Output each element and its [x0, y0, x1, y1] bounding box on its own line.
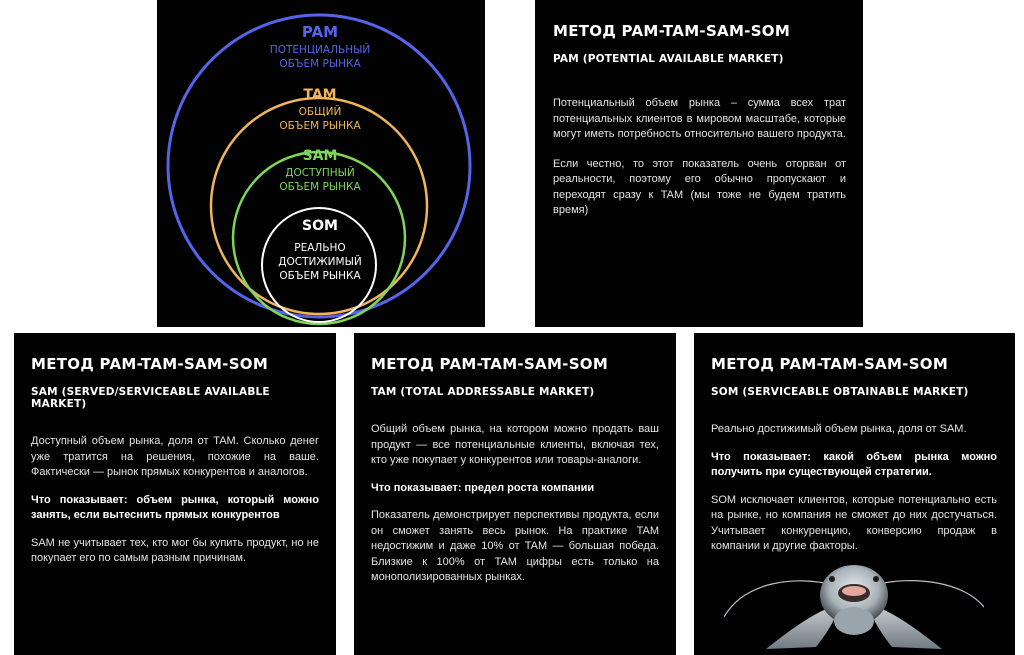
card-title: МЕТОД PAM-TAM-SAM-SOM [711, 355, 949, 373]
tam-label-1: ОБЩИЙ [298, 106, 342, 118]
sam-label-1: ДОСТУПНЫЙ [285, 167, 355, 179]
card-subtitle: SOM (SERVICEABLE OBTAINABLE MARKET) [711, 386, 969, 398]
som-card [694, 333, 1015, 655]
market-circles-diagram [157, 0, 485, 327]
card-title: МЕТОД PAM-TAM-SAM-SOM [31, 355, 269, 373]
card-paragraph: Потенциальный объем рынка – сумма всех трат потенциальных клиентов в мировом масштабе, которые могут иметь потребность относительно вашего продукта. [553, 97, 846, 140]
card-paragraph: Доступный объем рынка, доля от TAM. Сколько денег уже тратится на решения, похожие на ваше. Фактически — рынок прямых конкурентов и аналогов. [31, 435, 319, 478]
card-subtitle: SAM (SERVED/SERVICEABLE AVAILABLE MARKET) [31, 386, 270, 410]
tam-label-2: ОБЪЕМ РЫНКА [279, 120, 361, 132]
card-subtitle: TAM (TOTAL ADDRESSABLE MARKET) [371, 386, 595, 398]
card-paragraph: SAM не учитывает тех, кто мог бы купить продукт, но не покупает его по самым разным причинам. [31, 536, 319, 564]
tam-abbr: TAM [303, 87, 337, 103]
card-paragraph: SOM исключает клиентов, которые потенциально есть на рынке, но компания не сможет до них достучаться. Учитывает конкуренцию, конверсию продаж в компании и другие факторы. [711, 493, 997, 552]
som-label-1: РЕАЛЬНО [294, 242, 346, 254]
card-highlight: Что показывает: предел роста компании [371, 481, 595, 494]
card-paragraph: Реально достижимый объем рынка, доля от SAM. [711, 423, 967, 435]
card-title: МЕТОД PAM-TAM-SAM-SOM [371, 355, 609, 373]
card-subtitle: PAM (POTENTIAL AVAILABLE MARKET) [553, 53, 784, 65]
catfish-image [724, 557, 984, 653]
sam-abbr: SAM [302, 148, 338, 164]
card-paragraph: Показатель демонстрирует перспективы продукта, если он сможет занять весь рынок. На практике TAM недостижим и даже 10% от TAM — большая победа. Близкие к 100% от TAM цифры есть только на монополизированных рынках. [371, 509, 659, 583]
som-label-2: ДОСТИЖИМЫЙ [278, 256, 362, 268]
card-title: МЕТОД PAM-TAM-SAM-SOM [553, 22, 791, 40]
pam-card [535, 0, 863, 327]
card-highlight: Что показывает: какой объем рынка можно получить при существующей стратегии. [711, 450, 997, 478]
card-paragraph: Если честно, то этот показатель очень оторван от реальности, поэтому его обычно пропускают и переходят сразу к TAM (мы тоже не будем тратить время) [553, 157, 846, 216]
card-highlight: Что показывает: объем рынка, который можно занять, если вытеснить прямых конкурентов [31, 493, 319, 521]
card-paragraph: Общий объем рынка, на котором можно продать ваш продукт — все потенциальные клиенты, включая тех, кто уже покупает у конкурентов или товары-аналоги. [371, 423, 659, 466]
pam-label-1: ПОТЕНЦИАЛЬНЫЙ [269, 44, 371, 56]
sam-label-2: ОБЪЕМ РЫНКА [279, 181, 361, 193]
som-abbr: SOM [302, 218, 338, 234]
circles-svg [157, 0, 485, 327]
pam-label-2: ОБЪЕМ РЫНКА [279, 58, 361, 70]
pam-abbr: PAM [301, 23, 339, 41]
tam-card [354, 333, 676, 655]
som-label-3: ОБЪЕМ РЫНКА [279, 270, 361, 282]
sam-card [14, 333, 336, 655]
